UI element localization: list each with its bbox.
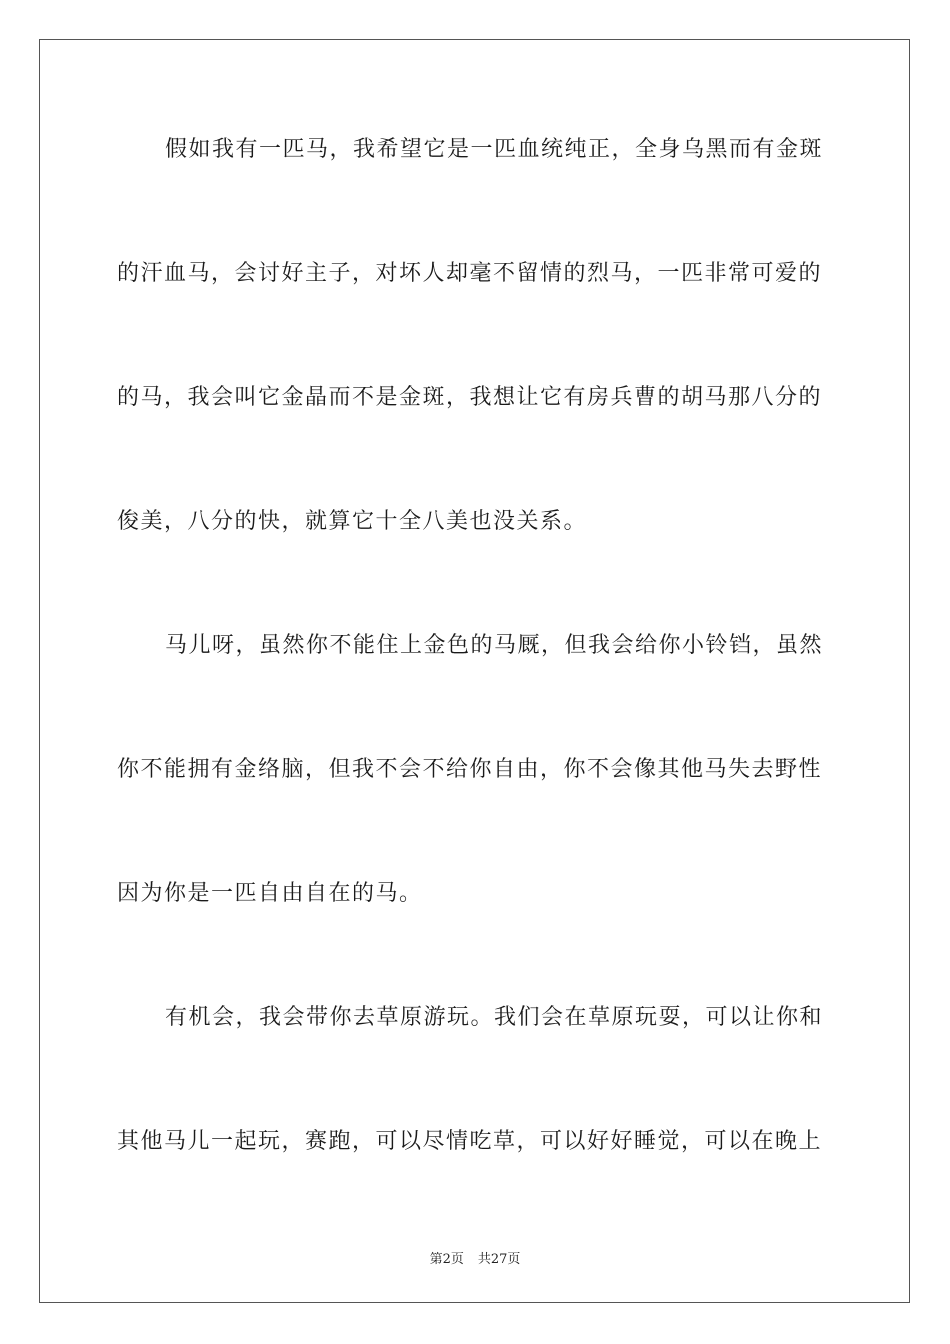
paragraph-1-line-3: 的马，我会叫它金晶而不是金斑，我想让它有房兵曹的胡马那八分的 xyxy=(117,385,823,410)
paragraph-2-line-3: 因为你是一匹自由自在的马。 xyxy=(117,881,423,906)
paragraph-3-line-1: 有机会，我会带你去草原游玩。我们会在草原玩耍，可以让你和 xyxy=(165,1005,824,1030)
paragraph-3-line-2: 其他马儿一起玩，赛跑，可以尽情吃草，可以好好睡觉，可以在晚上 xyxy=(117,1129,823,1154)
paragraph-2-line-2: 你不能拥有金络脑，但我不会不给你自由，你不会像其他马失去野性 xyxy=(117,757,823,782)
paragraph-1-line-2: 的汗血马，会讨好主子，对坏人却毫不留情的烈马，一匹非常可爱的 xyxy=(117,261,823,286)
page-border xyxy=(39,39,910,1303)
paragraph-1-line-1: 假如我有一匹马，我希望它是一匹血统纯正，全身乌黑而有金斑 xyxy=(165,137,824,162)
page-total: 共27页 xyxy=(477,1252,521,1267)
page-footer xyxy=(0,1248,950,1267)
paragraph-2-line-1: 马儿呀，虽然你不能住上金色的马厩，但我会给你小铃铛，虽然 xyxy=(165,633,824,658)
paragraph-1-line-4: 俊美，八分的快，就算它十全八美也没关系。 xyxy=(117,509,588,534)
page-number: 第2页 xyxy=(429,1252,464,1267)
